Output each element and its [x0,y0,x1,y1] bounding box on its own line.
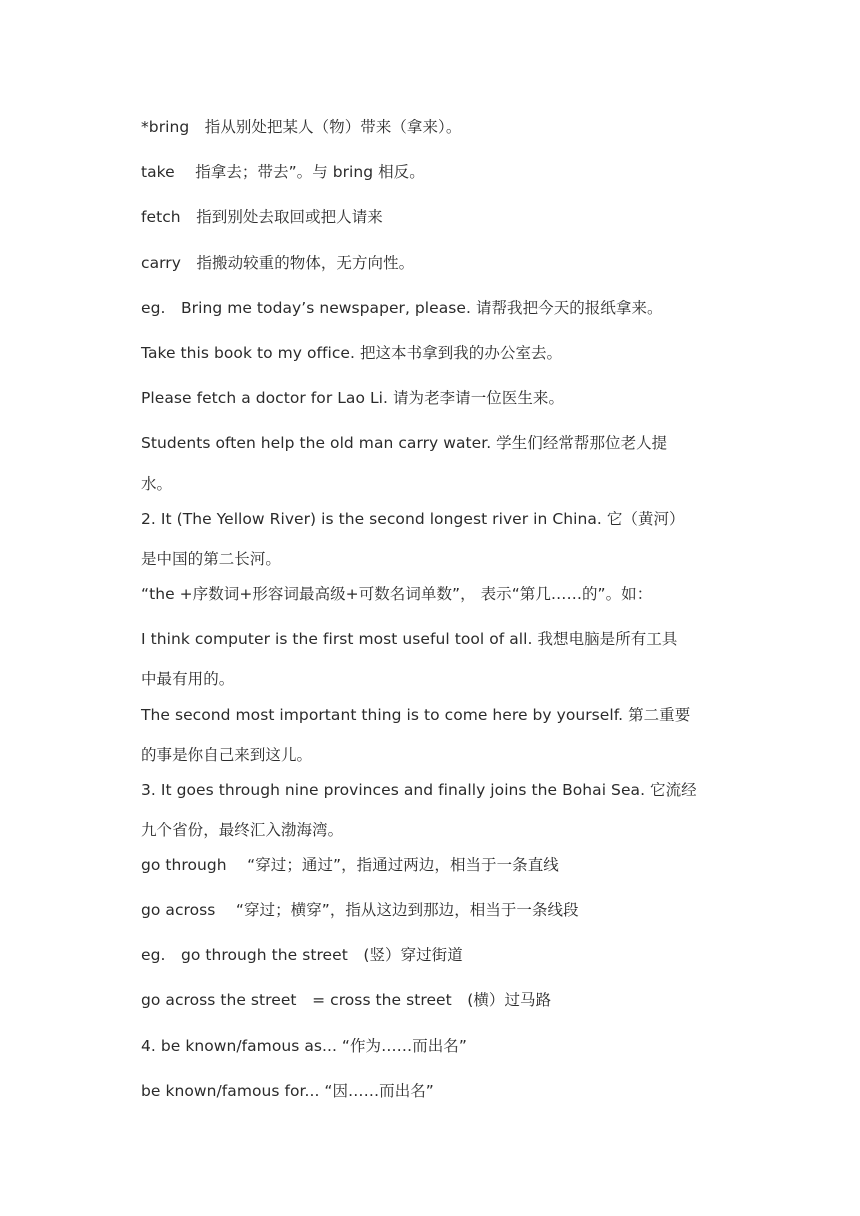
text-line: 2. It (The Yellow River) is the second longest river in China. 它（黄河） [141,510,685,528]
text-line: 的事是你自己来到这儿。 [141,746,313,764]
text-line: Please fetch a doctor for Lao Li. 请为老李请一位医生来。 [141,389,565,407]
text-line: 中最有用的。 [141,670,235,688]
text-line: take 指拿去；带去”。与 bring 相反。 [141,163,425,181]
text-line: go across “穿过；横穿”，指从这边到那边，相当于一条线段 [141,901,579,919]
text-line: The second most important thing is to come here by yourself. 第二重要 [141,706,691,724]
text-line: 水。 [141,475,173,493]
text-line: Students often help the old man carry water. 学生们经常帮那位老人提 [141,434,668,452]
text-line: 是中国的第二长河。 [141,550,281,568]
text-line: eg. go through the street (竖）穿过街道 [141,946,463,964]
text-line: fetch 指到别处去取回或把人请来 [141,208,383,226]
text-line: 九个省份，最终汇入渤海湾。 [141,821,344,839]
text-line: 4. be known/famous as... “作为……而出名” [141,1037,467,1055]
text-line: *bring 指从别处把某人（物）带来（拿来）。 [141,118,462,136]
text-line: carry 指搬动较重的物体，无方向性。 [141,254,415,272]
text-line: I think computer is the first most useful tool of all. 我想电脑是所有工具 [141,630,678,648]
text-line: Take this book to my office. 把这本书拿到我的办公室去。 [141,344,563,362]
text-line: go through “穿过；通过”，指通过两边，相当于一条直线 [141,856,559,874]
text-line: eg. Bring me today’s newspaper, please. 请帮我把今天的报纸拿来。 [141,299,663,317]
text-line: 3. It goes through nine provinces and finally joins the Bohai Sea. 它流经 [141,781,697,799]
text-line: go across the street = cross the street (横）过马路 [141,991,552,1009]
text-line: “the +序数词+形容词最高级+可数名词单数”， 表示“第几……的”。如： [141,585,653,603]
text-line: be known/famous for... “因……而出名” [141,1082,434,1100]
